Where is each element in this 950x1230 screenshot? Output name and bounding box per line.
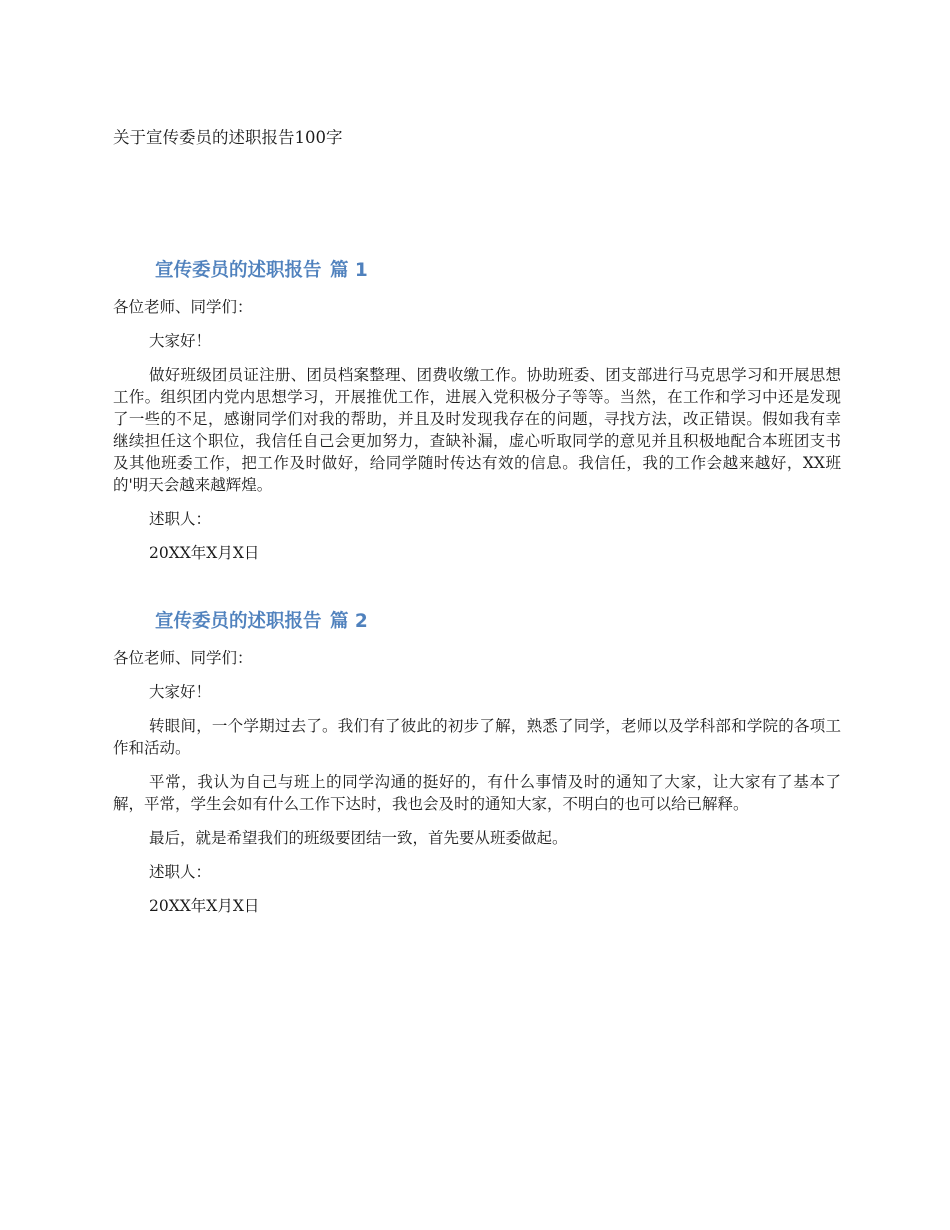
section-heading [155,609,841,635]
report-section-1 [113,258,841,564]
section-heading-text: 宣传委员的述职报告 [155,260,322,281]
section-heading-text: 宣传委员的述职报告 [155,611,322,632]
body-paragraph: 做好班级团员证注册、团员档案整理、团费收缴工作。协助班委、团支部进行马克思学习和开展思想工作。组织团内党内思想学习，开展推优工作，进展入党积极分子等等。当然，在工作和学习中还是发现了一些的不足，感谢同学们对我的帮助，并且及时发现我存在的问题，寻找方法，改正错误。假如我有幸继续担任这个职位，我信任自己会更加努力，查缺补漏，虚心听取同学的意见并且积极地配合本班团支书及其他班委工作，把工作及时做好，给同学随时传达有效的信息。我信任，我的工作会越来越好，XX班的'明天会越来越辉煌。 [113,366,841,494]
salutation: 各位老师、同学们： [113,298,253,316]
section-heading [155,258,841,284]
section-heading-number: 篇 1 [329,260,368,281]
signature-label: 述职人： [149,510,212,528]
report-date: 20XX年X月X日 [149,544,260,562]
salutation: 各位老师、同学们： [113,649,253,667]
body-paragraph: 最后，就是希望我们的班级要团结一致，首先要从班委做起。 [149,829,568,847]
greeting: 大家好！ [149,683,212,701]
document-title: 关于宣传委员的述职报告100字 [113,128,343,147]
section-heading-number: 篇 2 [329,611,368,632]
greeting: 大家好！ [149,332,212,350]
signature-label: 述职人： [149,863,212,881]
report-section-2 [113,609,841,917]
report-date: 20XX年X月X日 [149,897,260,915]
body-paragraph: 转眼间，一个学期过去了。我们有了彼此的初步了解，熟悉了同学，老师以及学科部和学院的各项工作和活动。 [113,717,841,757]
body-paragraph: 平常，我认为自己与班上的同学沟通的挺好的，有什么事情及时的通知了大家，让大家有了基本了解，平常，学生会如有什么工作下达时，我也会及时的通知大家，不明白的也可以给已解释。 [113,773,841,813]
